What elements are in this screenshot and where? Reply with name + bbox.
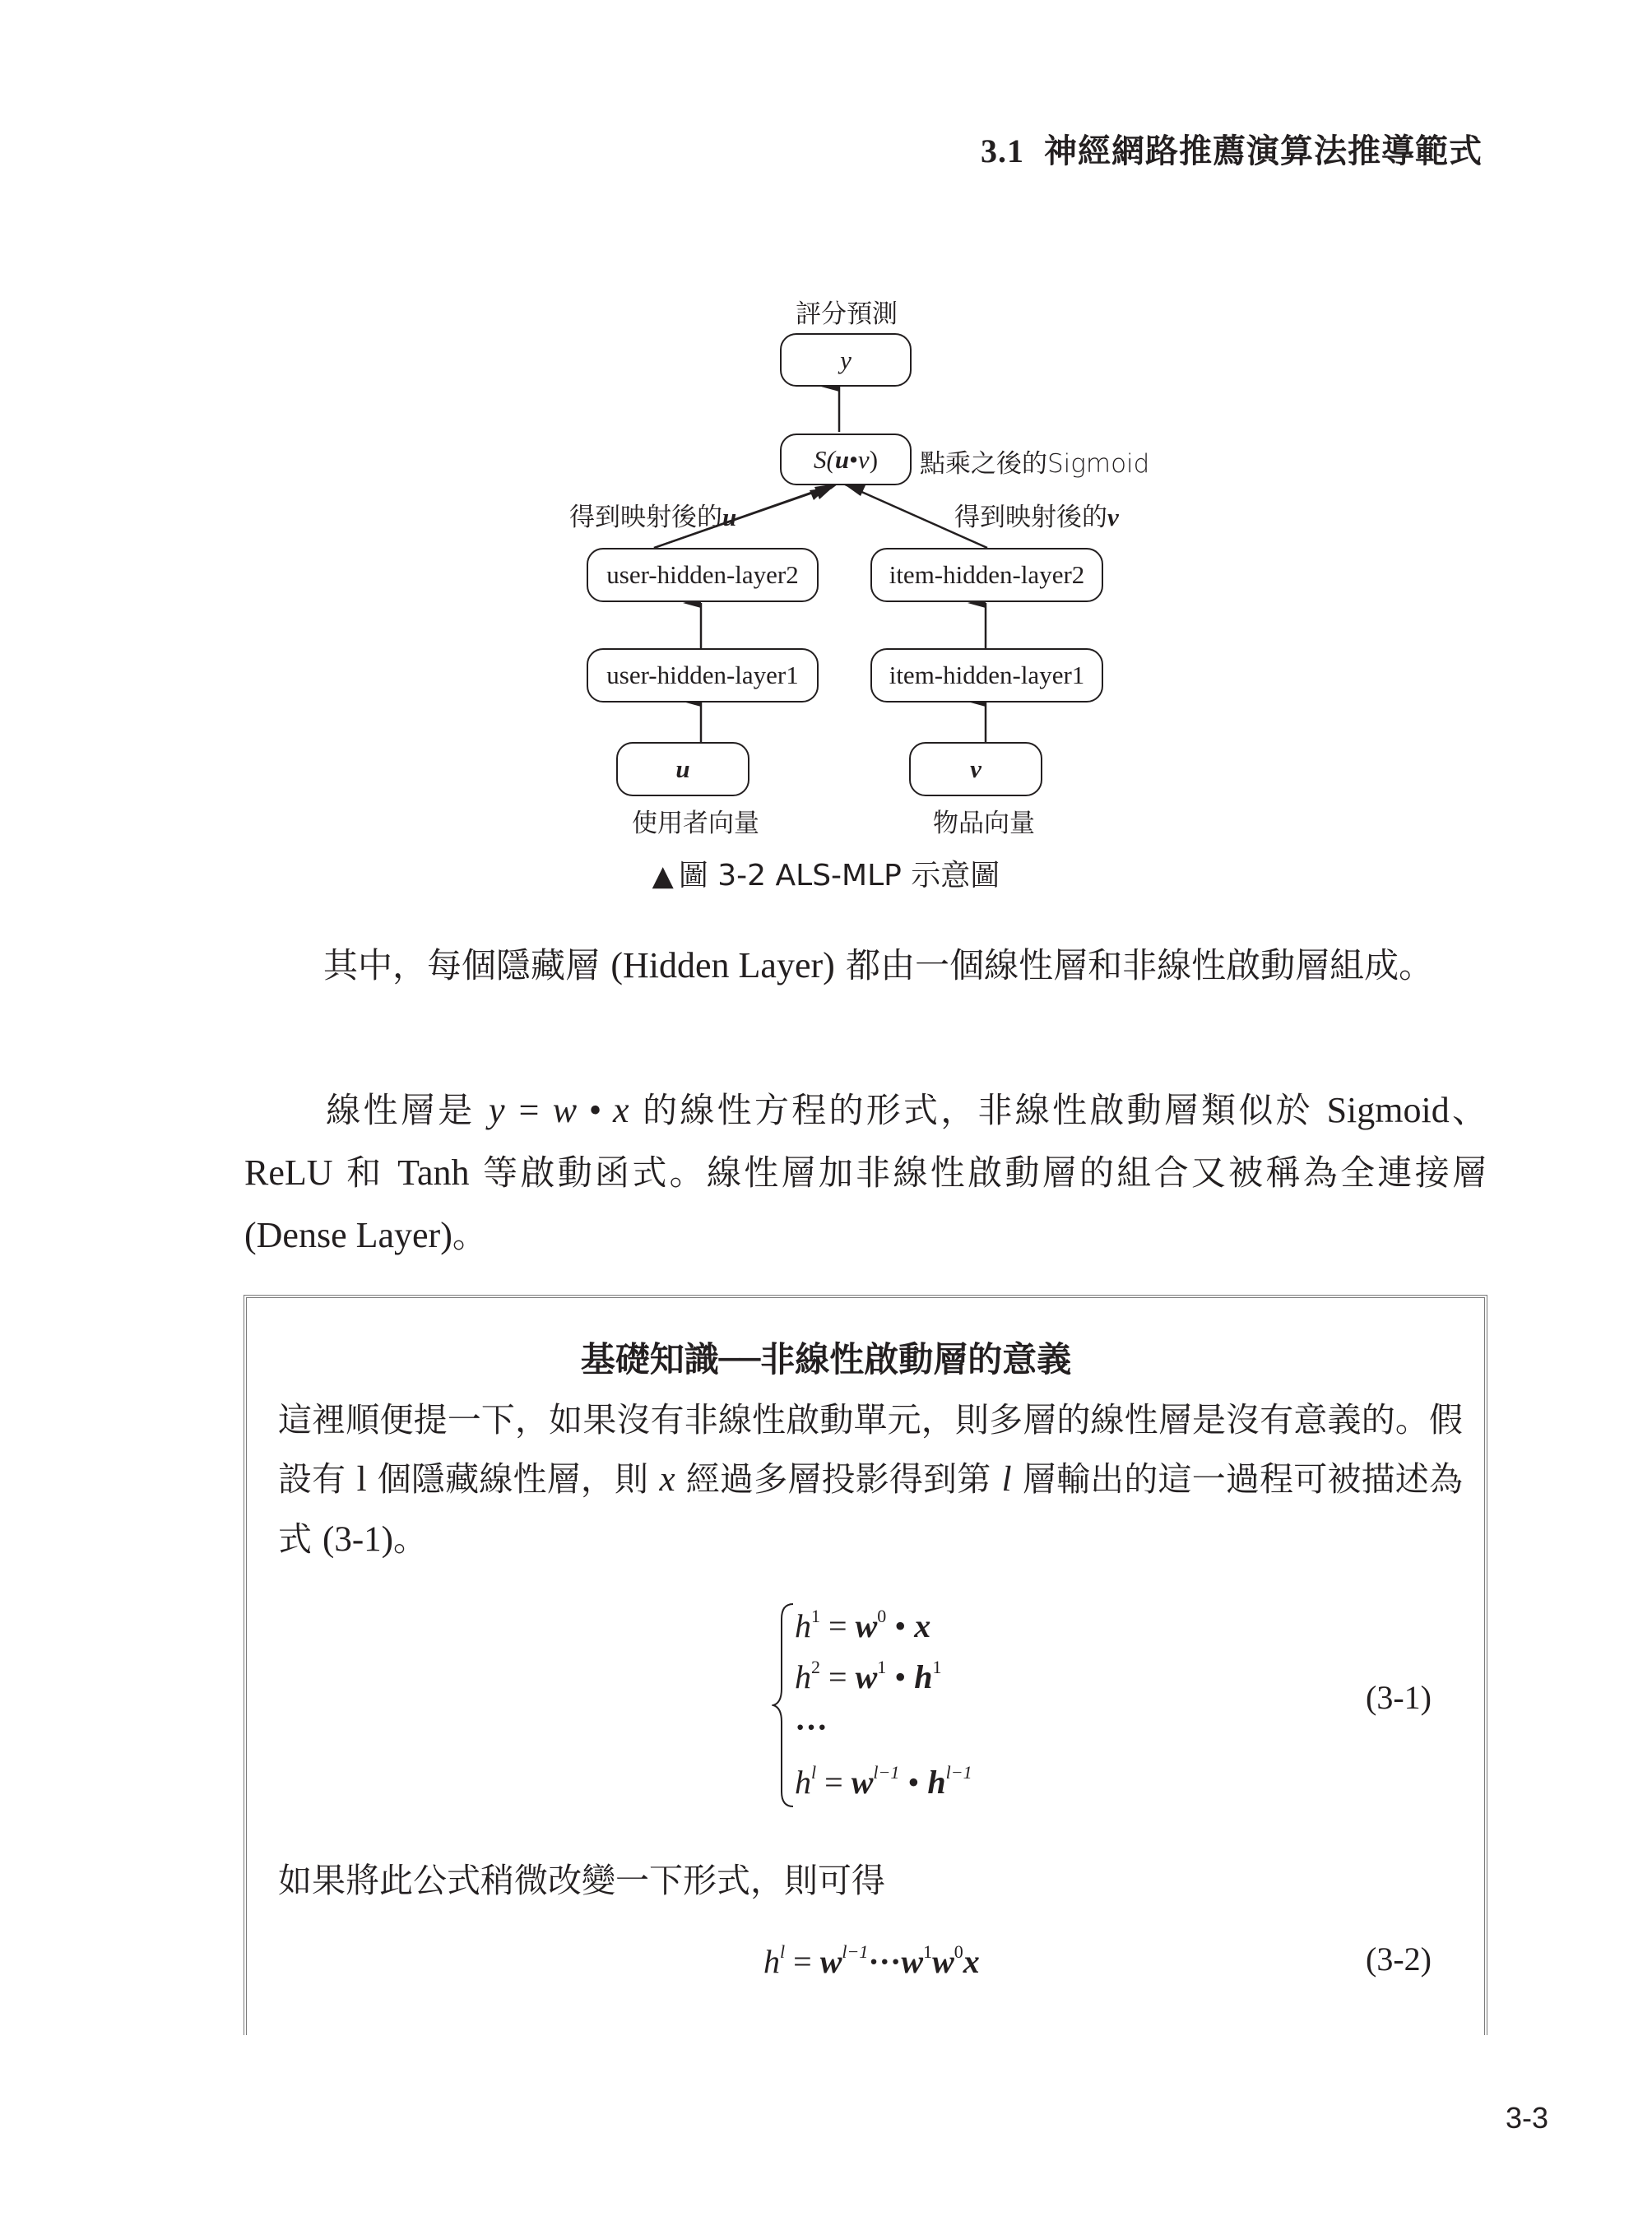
callout-p1-ref: (3-1)	[323, 1520, 394, 1559]
equation-3-2: $h^l = w^{l-1}\cdot\cdot\cdot w^1w^0x$	[763, 1941, 980, 1980]
eq32-w2-sup: 1	[923, 1941, 933, 1962]
p2-relu: ReLU	[244, 1152, 333, 1193]
item-hidden-layer2-node: item-hidden-layer2	[870, 548, 1103, 602]
callout-paragraph-1	[278, 1390, 1463, 1570]
user-vector-label: 使用者向量	[632, 809, 759, 838]
sigmoid-node	[780, 434, 912, 485]
left-brace-icon	[772, 1602, 796, 1808]
callout-p1-a: 這裡順便提一下，如果沒有非線性啟動單元，則多層的線性層是沒有意義的。假設有	[278, 1400, 1463, 1499]
eql-h-rhs: h	[927, 1764, 946, 1801]
mapped-v-text: 得到映射後的	[954, 503, 1107, 532]
eq2-h-rhs: h	[914, 1658, 933, 1695]
triangle-marker-icon: ▲	[652, 860, 674, 893]
eq2-h: h	[795, 1658, 811, 1695]
equation-3-1-row-l: $h^l = w^{l-1}$ • $h^{l-1}$	[795, 1762, 972, 1801]
eq32-w1: w	[819, 1943, 842, 1980]
p1-text-b: 都由一個線性層和非線性啟動層組成。	[834, 945, 1434, 985]
eql-h-sup: l	[811, 1762, 817, 1783]
p1-text-a: 其中，每個隱藏層	[323, 945, 611, 985]
callout-p1-n: l	[356, 1460, 367, 1499]
p2-text-c: 、	[1449, 1090, 1487, 1130]
eq2-w: w	[855, 1658, 878, 1695]
eql-w: w	[851, 1764, 874, 1801]
sigmoid-u: u	[834, 444, 850, 474]
eq32-w1-sup: l−1	[842, 1941, 869, 1962]
eq1-h: h	[795, 1607, 811, 1644]
eq1-w: w	[855, 1607, 878, 1644]
p2-text-f: 。	[452, 1215, 487, 1255]
eq1-x: x	[914, 1607, 931, 1644]
mapped-u-label	[569, 496, 736, 533]
eq1-w-sup: 0	[877, 1606, 887, 1626]
eq2-w-sup: 1	[877, 1657, 887, 1677]
eq32-x: x	[963, 1943, 980, 1980]
rating-prediction-label: 評分預測	[796, 299, 898, 329]
mapped-v-var: v	[1107, 503, 1119, 531]
p2-text-e: 等啟動函式。線性層加非線性啟動層的組合又被稱為全連接層	[469, 1152, 1487, 1193]
eq32-w2: w	[901, 1943, 924, 1980]
equation-number-3-2: (3-2)	[1366, 1941, 1432, 1978]
eq32-dots: ···	[868, 1943, 902, 1980]
p1-english: (Hidden Layer)	[610, 945, 835, 985]
p2-math: y = w • x	[488, 1090, 629, 1130]
equation-3-1-row-2: $h^2 = w^1$ • $h^1$	[795, 1657, 942, 1695]
equation-number-3-1: (3-1)	[1366, 1679, 1432, 1716]
callout-paragraph-2: 如果將此公式稍微改變一下形式，則可得	[278, 1861, 885, 1900]
sigmoid-label: 點乘之後的Sigmoid	[920, 449, 1150, 479]
p2-sigmoid: Sigmoid	[1326, 1090, 1450, 1130]
p2-text-a: 線性層是	[323, 1090, 489, 1130]
eql-w-sup: l−1	[873, 1762, 900, 1783]
page-number: 3-3	[1505, 2101, 1548, 2135]
eq32-h: h	[763, 1943, 780, 1980]
user-hidden-layer2-node: user-hidden-layer2	[587, 548, 819, 602]
paragraph-linear-layer	[244, 1079, 1487, 1267]
item-vector-node: v	[909, 742, 1042, 796]
mapped-u-text: 得到映射後的	[569, 503, 722, 532]
item-vector-label: 物品向量	[933, 809, 1035, 838]
callout-p1-d: 層輸出的這一過程可被描述為式	[278, 1459, 1463, 1559]
figure-caption	[0, 852, 1652, 894]
mapped-v-label	[954, 496, 1119, 533]
output-node-label: y	[840, 345, 852, 374]
p2-text-b: 的線性方程的形式，非線性啟動層類似於	[629, 1090, 1327, 1130]
item-hidden-layer1-node: item-hidden-layer1	[870, 648, 1103, 702]
callout-p1-l: l	[1001, 1460, 1012, 1499]
caption-text: 圖 3-2 ALS-MLP 示意圖	[678, 859, 1000, 893]
paragraph-hidden-layer	[244, 934, 1487, 997]
section-title: 神經網路推薦演算法推導範式	[1044, 132, 1483, 170]
sigmoid-prefix: S(	[813, 444, 835, 474]
output-node-y	[780, 333, 912, 387]
sigmoid-v: v	[857, 444, 870, 474]
als-mlp-diagram	[0, 0, 1652, 905]
eq1-h-sup: 1	[811, 1606, 820, 1626]
callout-title: 基礎知識──非線性啟動層的意義	[580, 1339, 1072, 1379]
user-hidden-layer1-node: user-hidden-layer1	[587, 648, 819, 702]
callout-p1-x: x	[659, 1460, 675, 1499]
p2-text-d: 和	[332, 1152, 398, 1193]
sigmoid-dot: •	[849, 444, 858, 474]
callout-p1-e: 。	[393, 1519, 428, 1559]
eql-h: h	[795, 1764, 811, 1801]
p2-dense-layer: (Dense Layer)	[244, 1215, 452, 1255]
mapped-u-var: u	[722, 503, 737, 531]
equation-3-1-row-1: $h^1 = w^0$ • x	[795, 1606, 931, 1644]
eq2-h-sup: 2	[811, 1657, 820, 1677]
eq32-h-sup: l	[780, 1941, 786, 1962]
callout-p1-b: 個隱藏線性層，則	[366, 1459, 660, 1499]
equation-3-1-row-dots: ···	[795, 1709, 828, 1746]
callout-p1-c: 經過多層投影得到第	[675, 1459, 1002, 1499]
eq32-w3: w	[932, 1943, 954, 1980]
user-vector-node: u	[616, 742, 749, 796]
eql-h-rhs-sup: l−1	[945, 1762, 972, 1783]
p2-tanh: Tanh	[397, 1152, 470, 1193]
section-number: 3.1	[981, 132, 1024, 169]
eq32-w3-sup: 0	[954, 1941, 963, 1962]
sigmoid-suffix: )	[869, 444, 879, 474]
eq2-h-rhs-sup: 1	[932, 1657, 942, 1677]
